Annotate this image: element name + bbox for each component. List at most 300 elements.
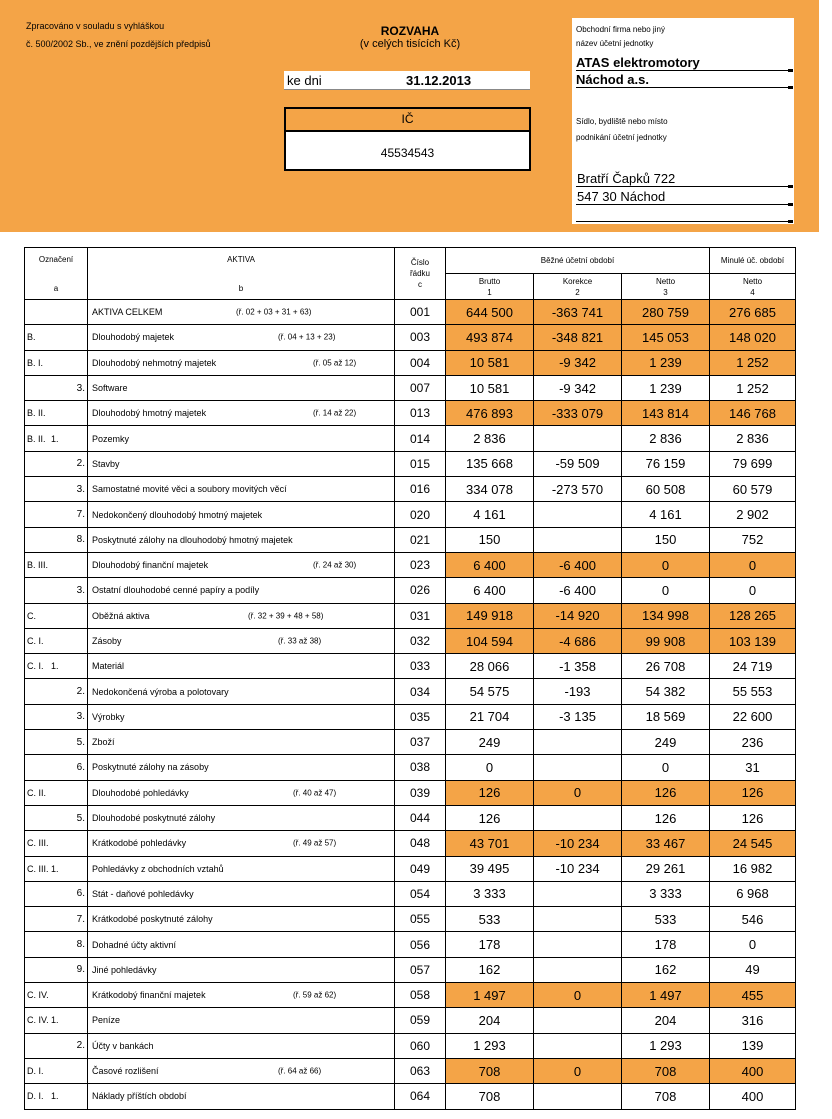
row-netto-previous: 2 902 <box>710 502 796 527</box>
row-netto-previous: 276 685 <box>710 300 796 325</box>
seat-label-line1: Sídlo, bydliště nebo místo <box>576 117 668 126</box>
row-line-number: 060 <box>395 1033 446 1058</box>
header-cislo <box>395 248 446 300</box>
report-subtitle: (v celých tisících Kč) <box>359 38 461 50</box>
row-netto-previous: 24 719 <box>710 654 796 679</box>
row-brutto: 126 <box>446 805 534 830</box>
row-line-number: 016 <box>395 477 446 502</box>
row-name-cell <box>88 527 395 552</box>
row-brutto: 476 893 <box>446 401 534 426</box>
row-name: Dlouhodobý nehmotný majetek <box>92 357 217 368</box>
row-designation <box>25 831 88 856</box>
table-row <box>25 805 796 830</box>
row-line-number: 048 <box>395 831 446 856</box>
row-netto: 0 <box>622 578 710 603</box>
row-netto: 126 <box>622 780 710 805</box>
header-current-period: Běžné účetní období <box>446 248 710 274</box>
header-col-b: b <box>238 283 244 293</box>
table-row <box>25 704 796 729</box>
row-designation-section: B. III. <box>27 560 49 571</box>
row-designation <box>25 983 88 1008</box>
row-formula: (ř. 04 + 13 + 23) <box>278 332 336 342</box>
table-row <box>25 730 796 755</box>
row-korekce: -10 234 <box>534 856 622 881</box>
row-item-number: 5. <box>76 736 85 748</box>
row-brutto: 178 <box>446 932 534 957</box>
row-korekce: -1 358 <box>534 654 622 679</box>
row-netto-previous: 0 <box>710 552 796 577</box>
row-line-number: 055 <box>395 907 446 932</box>
row-item-number: 9. <box>76 964 85 976</box>
row-formula: (ř. 64 až 66) <box>278 1066 322 1076</box>
row-name-cell <box>88 401 395 426</box>
row-netto: 178 <box>622 932 710 957</box>
table-row <box>25 1033 796 1058</box>
row-name: Pohledávky z obchodních vztahů <box>92 863 224 874</box>
row-netto-previous: 126 <box>710 805 796 830</box>
row-netto-previous: 60 579 <box>710 477 796 502</box>
row-line-number: 014 <box>395 426 446 451</box>
divider <box>576 204 790 205</box>
row-name: Ostatní dlouhodobé cenné papíry a podíly <box>92 585 260 596</box>
row-name: Zásoby <box>92 636 122 646</box>
row-name: Krátkodobé poskytnuté zálohy <box>92 914 213 925</box>
row-line-number: 037 <box>395 730 446 755</box>
balance-sheet-table <box>24 247 796 1110</box>
row-brutto: 54 575 <box>446 679 534 704</box>
row-designation <box>25 426 88 451</box>
row-netto-previous: 1 252 <box>710 375 796 400</box>
row-line-number: 031 <box>395 603 446 628</box>
row-netto-previous: 1 252 <box>710 350 796 375</box>
row-netto: 54 382 <box>622 679 710 704</box>
firm-label-line2: název účetní jednotky <box>576 39 654 48</box>
header-oznaceni-label: Označení <box>38 254 74 264</box>
row-netto-previous: 31 <box>710 755 796 780</box>
divider <box>788 220 793 223</box>
row-netto-previous: 455 <box>710 983 796 1008</box>
row-netto: 0 <box>622 755 710 780</box>
header-brutto-label: Brutto <box>478 276 501 286</box>
row-designation <box>25 881 88 906</box>
row-korekce <box>534 932 622 957</box>
table-row <box>25 755 796 780</box>
row-designation-section: D. I. <box>27 1066 44 1077</box>
legal-note-line2: č. 500/2002 Sb., ve znění pozdějších předpisů <box>26 39 211 49</box>
row-designation <box>25 755 88 780</box>
row-netto: 708 <box>622 1058 710 1083</box>
row-designation <box>25 907 88 932</box>
row-designation <box>25 654 88 679</box>
divider <box>576 221 790 222</box>
row-korekce: -6 400 <box>534 578 622 603</box>
row-netto: 1 239 <box>622 350 710 375</box>
table-row <box>25 1084 796 1109</box>
row-netto-previous: 546 <box>710 907 796 932</box>
row-name: Samostatné movité věci a soubory movitých věcí <box>92 484 287 495</box>
row-line-number: 039 <box>395 780 446 805</box>
row-formula: (ř. 40 až 47) <box>293 788 337 798</box>
row-designation-section: C. IV. <box>27 1015 49 1026</box>
row-netto: 143 814 <box>622 401 710 426</box>
row-korekce <box>534 730 622 755</box>
table-row <box>25 780 796 805</box>
row-line-number: 004 <box>395 350 446 375</box>
table-row <box>25 375 796 400</box>
row-korekce <box>534 881 622 906</box>
row-item-number: 3. <box>76 711 85 723</box>
row-netto: 26 708 <box>622 654 710 679</box>
row-designation-number: 1. <box>51 863 59 874</box>
row-brutto: 493 874 <box>446 325 534 350</box>
row-brutto: 1 293 <box>446 1033 534 1058</box>
row-formula: (ř. 32 + 39 + 48 + 58) <box>248 611 324 621</box>
row-korekce <box>534 426 622 451</box>
row-netto-previous: 103 139 <box>710 628 796 653</box>
row-name-cell <box>88 325 395 350</box>
row-brutto: 533 <box>446 907 534 932</box>
table-row <box>25 451 796 476</box>
row-name-cell <box>88 1058 395 1083</box>
row-korekce: -3 135 <box>534 704 622 729</box>
row-designation <box>25 375 88 400</box>
row-formula: (ř. 14 až 22) <box>313 408 357 418</box>
row-designation <box>25 477 88 502</box>
row-korekce: -6 400 <box>534 552 622 577</box>
row-name-cell <box>88 603 395 628</box>
row-name: Nedokončená výroba a polotovary <box>92 686 229 697</box>
row-netto: 29 261 <box>622 856 710 881</box>
row-designation <box>25 628 88 653</box>
row-name: Stát - daňové pohledávky <box>92 888 194 899</box>
row-korekce: 0 <box>534 1058 622 1083</box>
row-netto-previous: 6 968 <box>710 881 796 906</box>
row-designation-number: 1. <box>51 1091 59 1102</box>
row-brutto: 1 497 <box>446 983 534 1008</box>
table-row <box>25 552 796 577</box>
row-netto: 4 161 <box>622 502 710 527</box>
row-name-cell <box>88 831 395 856</box>
row-netto-previous: 316 <box>710 1008 796 1033</box>
row-korekce <box>534 755 622 780</box>
row-netto: 99 908 <box>622 628 710 653</box>
row-brutto: 708 <box>446 1058 534 1083</box>
header-cislo-line1: Číslo <box>410 258 430 267</box>
table-row <box>25 502 796 527</box>
row-item-number: 8. <box>76 534 85 546</box>
row-designation <box>25 578 88 603</box>
row-netto: 18 569 <box>622 704 710 729</box>
row-netto-previous: 55 553 <box>710 679 796 704</box>
row-line-number: 020 <box>395 502 446 527</box>
row-line-number: 054 <box>395 881 446 906</box>
row-brutto: 3 333 <box>446 881 534 906</box>
row-item-number: 2. <box>76 458 85 470</box>
row-name-cell <box>88 780 395 805</box>
row-item-number: 3. <box>76 584 85 596</box>
row-netto-previous: 236 <box>710 730 796 755</box>
row-korekce: 0 <box>534 780 622 805</box>
row-designation <box>25 325 88 350</box>
row-netto-previous: 400 <box>710 1084 796 1109</box>
row-brutto: 4 161 <box>446 502 534 527</box>
row-line-number: 035 <box>395 704 446 729</box>
row-brutto: 249 <box>446 730 534 755</box>
table-row <box>25 477 796 502</box>
row-korekce: -9 342 <box>534 350 622 375</box>
row-designation-number: 1. <box>51 433 59 444</box>
row-item-number: 3. <box>76 382 85 394</box>
row-line-number: 015 <box>395 451 446 476</box>
row-designation <box>25 300 88 325</box>
row-brutto: 0 <box>446 755 534 780</box>
row-item-number: 6. <box>76 888 85 900</box>
row-designation <box>25 730 88 755</box>
row-name-cell <box>88 300 395 325</box>
row-line-number: 023 <box>395 552 446 577</box>
row-line-number: 033 <box>395 654 446 679</box>
row-korekce <box>534 1008 622 1033</box>
row-name: Náklady příštích období <box>92 1091 187 1102</box>
row-designation <box>25 679 88 704</box>
row-line-number: 032 <box>395 628 446 653</box>
row-name-cell <box>88 730 395 755</box>
row-brutto: 708 <box>446 1084 534 1109</box>
row-name-cell <box>88 578 395 603</box>
row-designation-section: B. <box>27 332 36 343</box>
row-brutto: 28 066 <box>446 654 534 679</box>
header-korekce-label: Korekce <box>562 276 593 286</box>
row-designation-number: 1. <box>51 1015 59 1026</box>
seat-label-line2: podnikání účetní jednotky <box>576 133 667 142</box>
row-designation <box>25 350 88 375</box>
row-korekce: -4 686 <box>534 628 622 653</box>
table-row <box>25 881 796 906</box>
row-designation-section: D. I. <box>27 1091 44 1102</box>
table-row <box>25 957 796 982</box>
row-brutto: 2 836 <box>446 426 534 451</box>
row-brutto: 6 400 <box>446 552 534 577</box>
row-korekce: -14 920 <box>534 603 622 628</box>
row-designation-section: C. I. <box>27 661 44 672</box>
header-netto-label: Netto <box>655 276 676 286</box>
row-line-number: 021 <box>395 527 446 552</box>
row-netto-previous: 128 265 <box>710 603 796 628</box>
table-row <box>25 1008 796 1033</box>
row-item-number: 2. <box>76 1040 85 1052</box>
row-item-number: 5. <box>76 812 85 824</box>
row-netto: 76 159 <box>622 451 710 476</box>
row-designation <box>25 856 88 881</box>
row-name-cell <box>88 679 395 704</box>
row-netto-previous: 148 020 <box>710 325 796 350</box>
row-netto-previous: 79 699 <box>710 451 796 476</box>
row-item-number: 2. <box>76 686 85 698</box>
divider <box>788 86 793 89</box>
row-formula: (ř. 33 až 38) <box>278 636 322 646</box>
table-row <box>25 350 796 375</box>
row-designation <box>25 552 88 577</box>
row-designation <box>25 704 88 729</box>
row-name-cell <box>88 477 395 502</box>
row-netto: 162 <box>622 957 710 982</box>
row-name: Účty v bankách <box>92 1040 154 1051</box>
row-formula: (ř. 59 až 62) <box>293 990 337 1000</box>
row-netto: 280 759 <box>622 300 710 325</box>
table-row <box>25 831 796 856</box>
table-row <box>25 856 796 881</box>
table-row <box>25 300 796 325</box>
row-designation-section: B. II. <box>27 433 46 444</box>
row-brutto: 334 078 <box>446 477 534 502</box>
row-item-number: 3. <box>76 483 85 495</box>
row-designation <box>25 527 88 552</box>
row-brutto: 150 <box>446 527 534 552</box>
table-row <box>25 578 796 603</box>
header-korekce <box>534 274 622 300</box>
header-netto-previous <box>710 274 796 300</box>
table-row <box>25 932 796 957</box>
address-line2: 547 30 Náchod <box>577 189 666 204</box>
row-korekce: 0 <box>534 983 622 1008</box>
firm-name-line1: ATAS elektromotory <box>576 55 700 70</box>
row-line-number: 007 <box>395 375 446 400</box>
row-formula: (ř. 05 až 12) <box>313 358 357 368</box>
row-netto-previous: 24 545 <box>710 831 796 856</box>
header-col-c: c <box>418 280 422 289</box>
row-name: Krátkodobé pohledávky <box>92 838 187 849</box>
header-aktiva-label: AKTIVA <box>227 254 255 264</box>
row-line-number: 064 <box>395 1084 446 1109</box>
row-netto-previous: 0 <box>710 932 796 957</box>
row-name-cell <box>88 957 395 982</box>
row-name-cell <box>88 1008 395 1033</box>
row-brutto: 6 400 <box>446 578 534 603</box>
row-name-cell <box>88 451 395 476</box>
row-netto: 1 239 <box>622 375 710 400</box>
row-item-number: 7. <box>76 509 85 521</box>
header-netto-number: 3 <box>663 287 668 297</box>
row-korekce <box>534 527 622 552</box>
row-netto-previous: 752 <box>710 527 796 552</box>
row-korekce <box>534 957 622 982</box>
table-row <box>25 628 796 653</box>
row-brutto: 21 704 <box>446 704 534 729</box>
row-netto-previous: 146 768 <box>710 401 796 426</box>
row-netto: 1 293 <box>622 1033 710 1058</box>
table-row <box>25 603 796 628</box>
row-brutto: 126 <box>446 780 534 805</box>
report-header <box>0 0 819 232</box>
row-name-cell <box>88 704 395 729</box>
row-name: Materiál <box>92 661 125 672</box>
header-col-a: a <box>53 283 59 293</box>
row-item-number: 8. <box>76 939 85 951</box>
row-name: Dlouhodobý hmotný majetek <box>92 408 207 419</box>
table-row <box>25 325 796 350</box>
row-line-number: 013 <box>395 401 446 426</box>
table-row <box>25 426 796 451</box>
row-designation <box>25 932 88 957</box>
row-korekce: -273 570 <box>534 477 622 502</box>
row-netto-previous: 22 600 <box>710 704 796 729</box>
row-name: Dlouhodobé poskytnuté zálohy <box>92 813 216 824</box>
row-line-number: 038 <box>395 755 446 780</box>
row-korekce <box>534 907 622 932</box>
row-name-cell <box>88 552 395 577</box>
row-netto: 145 053 <box>622 325 710 350</box>
divider <box>788 203 793 206</box>
row-name: Pozemky <box>92 433 130 444</box>
row-formula: (ř. 49 až 57) <box>293 838 337 848</box>
row-designation-number: 1. <box>51 661 59 672</box>
row-netto: 0 <box>622 552 710 577</box>
row-designation <box>25 603 88 628</box>
row-name-cell <box>88 1033 395 1058</box>
divider <box>576 87 790 88</box>
row-netto: 533 <box>622 907 710 932</box>
row-designation-section: B. I. <box>27 357 44 368</box>
row-brutto: 10 581 <box>446 375 534 400</box>
row-name-cell <box>88 881 395 906</box>
table-row <box>25 679 796 704</box>
row-netto: 2 836 <box>622 426 710 451</box>
row-netto-previous: 2 836 <box>710 426 796 451</box>
divider <box>576 186 790 187</box>
row-name-cell <box>88 1084 395 1109</box>
row-name-cell <box>88 907 395 932</box>
row-name: Peníze <box>92 1015 121 1026</box>
firm-name-line2: Náchod a.s. <box>576 72 649 87</box>
row-formula: (ř. 02 + 03 + 31 + 63) <box>236 307 312 317</box>
row-name: AKTIVA CELKEM <box>92 307 163 318</box>
row-korekce: -59 509 <box>534 451 622 476</box>
row-name-cell <box>88 983 395 1008</box>
row-formula: (ř. 24 až 30) <box>313 560 357 570</box>
row-netto-previous: 49 <box>710 957 796 982</box>
row-name: Jiné pohledávky <box>92 964 157 975</box>
row-designation-section: C. I. <box>27 636 44 646</box>
row-name: Krátkodobý finanční majetek <box>92 990 206 1001</box>
row-name: Dlouhodobé pohledávky <box>92 787 189 798</box>
row-designation <box>25 1058 88 1083</box>
row-netto-previous: 400 <box>710 1058 796 1083</box>
row-korekce: -348 821 <box>534 325 622 350</box>
row-designation-section: C. III. <box>27 838 49 849</box>
row-brutto: 204 <box>446 1008 534 1033</box>
row-designation <box>25 957 88 982</box>
row-brutto: 104 594 <box>446 628 534 653</box>
row-designation <box>25 1033 88 1058</box>
row-netto: 3 333 <box>622 881 710 906</box>
row-designation-section: B. II. <box>27 408 46 419</box>
row-line-number: 044 <box>395 805 446 830</box>
row-name: Stavby <box>92 458 120 469</box>
row-line-number: 003 <box>395 325 446 350</box>
header-previous-period: Minulé úč. období <box>710 248 796 274</box>
table-header-row <box>25 248 796 274</box>
row-name-cell <box>88 502 395 527</box>
row-line-number: 049 <box>395 856 446 881</box>
row-name-cell <box>88 426 395 451</box>
row-netto: 134 998 <box>622 603 710 628</box>
divider <box>788 185 793 188</box>
ic-value: 45534543 <box>380 146 435 160</box>
row-netto-previous: 139 <box>710 1033 796 1058</box>
table-row <box>25 1058 796 1083</box>
table-row <box>25 527 796 552</box>
row-designation-section: C. IV. <box>27 990 49 1001</box>
